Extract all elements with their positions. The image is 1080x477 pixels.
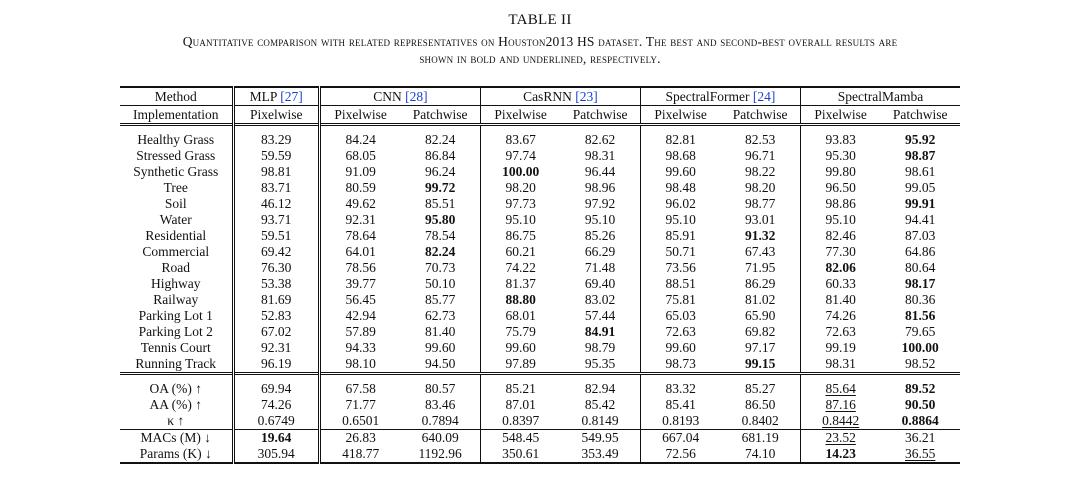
table-row (120, 180, 960, 196)
row-label: Params (K) ↓ (120, 446, 233, 463)
value-cell: 97.74 (505, 148, 536, 163)
header-row-implementation (120, 106, 960, 125)
value-cell: 42.94 (345, 308, 376, 323)
table-row (120, 260, 960, 276)
table-row (120, 212, 960, 228)
impl-header: Patchwise (880, 106, 960, 125)
value-cell: 83.32 (665, 381, 696, 396)
row-label: Commercial (120, 244, 233, 260)
value-cell: 98.86 (825, 196, 856, 211)
value-cell: 76.30 (233, 260, 319, 276)
group-header-mlp: MLP [27] (233, 87, 319, 106)
value-cell: 68.01 (505, 308, 536, 323)
value-cell: 97.89 (505, 356, 536, 371)
value-cell: 99.60 (505, 340, 536, 355)
table-row (120, 356, 960, 374)
row-spacer (120, 374, 960, 382)
value-cell: 85.91 (665, 228, 696, 243)
spacer-cell (800, 125, 880, 133)
row-label: Railway (120, 292, 233, 308)
value-cell: 57.44 (560, 308, 640, 324)
row-label: Stressed Grass (120, 148, 233, 164)
impl-header: Pixelwise (233, 106, 319, 125)
value-cell: 82.53 (720, 132, 800, 148)
value-cell: 98.73 (665, 356, 696, 371)
value-cell: 60.21 (505, 244, 536, 259)
value-cell: 80.64 (905, 260, 936, 275)
value-cell: 98.31 (825, 356, 856, 371)
value-cell: 74.26 (233, 397, 319, 413)
value-cell: 87.16 (825, 397, 856, 412)
group-header-spectralformer: SpectralFormer [24] (640, 87, 800, 106)
table-row (120, 164, 960, 180)
value-cell: 71.77 (345, 397, 376, 412)
impl-header: Patchwise (720, 106, 800, 125)
row-label: Tree (120, 180, 233, 196)
spacer-cell (560, 374, 640, 382)
group-header-cnn: CNN [28] (319, 87, 480, 106)
value-cell: 0.8864 (901, 413, 939, 428)
table-row (120, 340, 960, 356)
spacer-cell (480, 374, 560, 382)
value-cell: 92.31 (233, 340, 319, 356)
spacer-cell (800, 374, 880, 382)
table-row (120, 292, 960, 308)
value-cell: 86.50 (720, 397, 800, 413)
table-number: TABLE II (508, 12, 572, 28)
value-cell: 56.45 (345, 292, 376, 307)
spacer-cell (233, 374, 319, 382)
row-label: Parking Lot 2 (120, 324, 233, 340)
spacer-cell (560, 125, 640, 133)
value-cell: 74.26 (825, 308, 856, 323)
spacer-cell (640, 125, 720, 133)
method-header: Method (120, 87, 233, 106)
value-cell: 99.19 (825, 340, 856, 355)
value-cell: 0.7894 (400, 413, 480, 430)
value-cell: 98.87 (905, 148, 936, 163)
value-cell: 0.8442 (822, 413, 860, 428)
value-cell: 81.56 (905, 308, 936, 323)
table-caption (0, 33, 1080, 67)
value-cell: 80.36 (905, 292, 936, 307)
row-label: OA (%) ↑ (120, 381, 233, 397)
value-cell: 92.31 (345, 212, 376, 227)
impl-header: Pixelwise (800, 106, 880, 125)
table-row (120, 397, 960, 413)
table-row (120, 196, 960, 212)
value-cell: 95.35 (560, 356, 640, 374)
value-cell: 67.43 (720, 244, 800, 260)
value-cell: 26.83 (319, 430, 400, 447)
value-cell: 85.41 (665, 397, 696, 412)
value-cell: 65.03 (665, 308, 696, 323)
value-cell: 59.51 (233, 228, 319, 244)
value-cell: 84.91 (560, 324, 640, 340)
value-cell: 62.73 (400, 308, 480, 324)
row-label: Healthy Grass (120, 132, 233, 148)
citation-link[interactable]: [27] (280, 88, 303, 104)
value-cell: 85.21 (505, 381, 536, 396)
value-cell: 82.06 (825, 260, 856, 275)
value-cell: 91.09 (345, 164, 376, 179)
value-cell: 85.51 (400, 196, 480, 212)
value-cell: 78.64 (345, 228, 376, 243)
caption-line-1: Quantitative comparison with related representatives on Houston2013 HS dataset. The best and second-best overall results are (182, 34, 898, 49)
value-cell: 0.8149 (560, 413, 640, 430)
table-row (120, 446, 960, 463)
value-cell: 23.52 (800, 430, 880, 447)
value-cell: 95.10 (665, 212, 696, 227)
value-cell: 81.69 (233, 292, 319, 308)
row-label: κ ↑ (120, 413, 233, 430)
value-cell: 0.6749 (233, 413, 319, 430)
value-cell: 99.05 (905, 180, 936, 195)
value-cell: 99.72 (400, 180, 480, 196)
row-label: Soil (120, 196, 233, 212)
row-label: Running Track (120, 356, 233, 374)
value-cell: 82.46 (825, 228, 856, 243)
value-cell: 0.8193 (662, 413, 700, 428)
value-cell: 78.56 (345, 260, 376, 275)
table-row (120, 148, 960, 164)
value-cell: 95.10 (505, 212, 536, 227)
row-label: Road (120, 260, 233, 276)
value-cell: 53.38 (233, 276, 319, 292)
value-cell: 85.27 (720, 381, 800, 397)
value-cell: 99.60 (665, 164, 696, 179)
impl-header: Patchwise (560, 106, 640, 125)
value-cell: 49.62 (345, 196, 376, 211)
value-cell: 95.92 (905, 132, 936, 147)
value-cell: 80.59 (345, 180, 376, 195)
value-cell: 548.45 (480, 430, 560, 447)
value-cell: 72.63 (665, 324, 696, 339)
value-cell: 77.30 (825, 244, 856, 259)
value-cell: 350.61 (480, 446, 560, 463)
spacer-cell (400, 374, 480, 382)
value-cell: 95.30 (825, 148, 856, 163)
spacer-cell (720, 374, 800, 382)
group-header-casrnn: CasRNN [23] (480, 87, 640, 106)
table-row (120, 276, 960, 292)
value-cell: 640.09 (400, 430, 480, 447)
value-cell: 418.77 (319, 446, 400, 463)
table-row (120, 324, 960, 340)
impl-header: Pixelwise (640, 106, 720, 125)
spacer-cell (233, 125, 319, 133)
value-cell: 98.96 (560, 180, 640, 196)
value-cell: 36.21 (880, 430, 960, 447)
value-cell: 79.65 (905, 324, 936, 339)
value-cell: 82.81 (665, 132, 696, 147)
value-cell: 19.64 (233, 430, 319, 447)
caption-line-2: shown in bold and underlined, respectively. (419, 51, 661, 66)
value-cell: 75.79 (505, 324, 536, 339)
value-cell: 98.52 (905, 356, 936, 371)
value-cell: 98.17 (905, 276, 936, 291)
value-cell: 36.55 (880, 446, 960, 463)
value-cell: 96.50 (825, 180, 856, 195)
value-cell: 97.17 (720, 340, 800, 356)
value-cell: 0.6501 (342, 413, 380, 428)
value-cell: 98.81 (233, 164, 319, 180)
value-cell: 87.01 (505, 397, 536, 412)
value-cell: 98.77 (720, 196, 800, 212)
value-cell: 87.03 (905, 228, 936, 243)
impl-header: Pixelwise (319, 106, 400, 125)
value-cell: 305.94 (233, 446, 319, 463)
value-cell: 96.71 (720, 148, 800, 164)
spacer-cell (880, 374, 960, 382)
table-row (120, 381, 960, 397)
value-cell: 94.41 (905, 212, 936, 227)
value-cell: 96.02 (665, 196, 696, 211)
row-label: Synthetic Grass (120, 164, 233, 180)
group-header-spectralmamba: SpectralMamba (800, 87, 960, 106)
value-cell: 69.40 (560, 276, 640, 292)
value-cell: 68.05 (345, 148, 376, 163)
value-cell: 71.95 (720, 260, 800, 276)
value-cell: 85.64 (825, 381, 856, 396)
value-cell: 98.31 (560, 148, 640, 164)
spacer-cell (480, 125, 560, 133)
spacer-cell (720, 125, 800, 133)
value-cell: 39.77 (345, 276, 376, 291)
value-cell: 99.15 (720, 356, 800, 374)
value-cell: 98.61 (905, 164, 936, 179)
value-cell: 82.94 (560, 381, 640, 397)
value-cell: 0.8402 (720, 413, 800, 430)
value-cell: 0.8397 (502, 413, 540, 428)
spacer-cell (319, 374, 400, 382)
table-row (120, 244, 960, 260)
row-label: Tennis Court (120, 340, 233, 356)
value-cell: 95.10 (560, 212, 640, 228)
value-cell: 73.56 (665, 260, 696, 275)
value-cell: 70.73 (400, 260, 480, 276)
value-cell: 93.83 (825, 132, 856, 147)
value-cell: 74.22 (505, 260, 536, 275)
row-label: Residential (120, 228, 233, 244)
table-row (120, 430, 960, 447)
impl-header: Patchwise (400, 106, 480, 125)
value-cell: 681.19 (720, 430, 800, 447)
spacer-cell (319, 125, 400, 133)
row-spacer (120, 125, 960, 133)
value-cell: 86.75 (505, 228, 536, 243)
value-cell: 1192.96 (400, 446, 480, 463)
value-cell: 67.58 (345, 381, 376, 396)
table-row (120, 228, 960, 244)
value-cell: 65.90 (720, 308, 800, 324)
value-cell: 91.32 (720, 228, 800, 244)
value-cell: 98.22 (720, 164, 800, 180)
spacer-cell (400, 125, 480, 133)
value-cell: 69.94 (233, 381, 319, 397)
value-cell: 64.86 (905, 244, 936, 259)
value-cell: 81.02 (720, 292, 800, 308)
value-cell: 86.29 (720, 276, 800, 292)
value-cell: 93.71 (233, 212, 319, 228)
value-cell: 86.84 (400, 148, 480, 164)
value-cell: 96.44 (560, 164, 640, 180)
value-cell: 88.51 (665, 276, 696, 291)
row-label: MACs (M) ↓ (120, 430, 233, 447)
spacer-cell (120, 125, 233, 133)
value-cell: 667.04 (640, 430, 720, 447)
value-cell: 85.26 (560, 228, 640, 244)
table-row (120, 132, 960, 148)
value-cell: 67.02 (233, 324, 319, 340)
value-cell: 66.29 (560, 244, 640, 260)
citation-link[interactable]: [24] (752, 88, 776, 104)
value-cell: 98.10 (345, 356, 376, 371)
value-cell: 83.46 (400, 397, 480, 413)
table-row (120, 413, 960, 430)
value-cell: 82.62 (560, 132, 640, 148)
value-cell: 82.24 (400, 132, 480, 148)
value-cell: 81.37 (505, 276, 536, 291)
value-cell: 97.92 (560, 196, 640, 212)
value-cell: 88.80 (505, 292, 536, 307)
value-cell: 50.71 (665, 244, 696, 259)
value-cell: 83.02 (560, 292, 640, 308)
value-cell: 94.33 (345, 340, 376, 355)
value-cell: 90.50 (905, 397, 936, 412)
value-cell: 85.77 (400, 292, 480, 308)
row-label: Parking Lot 1 (120, 308, 233, 324)
value-cell: 46.12 (233, 196, 319, 212)
value-cell: 89.52 (905, 381, 936, 396)
spacer-cell (640, 374, 720, 382)
value-cell: 94.50 (400, 356, 480, 374)
value-cell: 52.83 (233, 308, 319, 324)
value-cell: 98.79 (560, 340, 640, 356)
value-cell: 78.54 (400, 228, 480, 244)
value-cell: 83.67 (505, 132, 536, 147)
value-cell: 14.23 (800, 446, 880, 463)
value-cell: 98.20 (505, 180, 536, 195)
value-cell: 72.63 (825, 324, 856, 339)
value-cell: 99.60 (400, 340, 480, 356)
value-cell: 93.01 (720, 212, 800, 228)
value-cell: 60.33 (825, 276, 856, 291)
citation-link[interactable]: [28] (405, 88, 428, 104)
value-cell: 549.95 (560, 430, 640, 447)
implementation-header: Implementation (120, 106, 233, 125)
row-label: AA (%) ↑ (120, 397, 233, 413)
value-cell: 85.42 (560, 397, 640, 413)
value-cell: 97.73 (505, 196, 536, 211)
impl-header: Pixelwise (480, 106, 560, 125)
value-cell: 84.24 (345, 132, 376, 147)
value-cell: 75.81 (665, 292, 696, 307)
value-cell: 98.68 (665, 148, 696, 163)
citation-link[interactable]: [23] (575, 88, 598, 104)
value-cell: 80.57 (400, 381, 480, 397)
table-row (120, 308, 960, 324)
value-cell: 95.80 (400, 212, 480, 228)
value-cell: 99.60 (665, 340, 696, 355)
value-cell: 95.10 (825, 212, 856, 227)
results-table (120, 86, 960, 464)
value-cell: 81.40 (825, 292, 856, 307)
value-cell: 64.01 (345, 244, 376, 259)
value-cell: 98.20 (720, 180, 800, 196)
value-cell: 98.48 (665, 180, 696, 195)
value-cell: 74.10 (720, 446, 800, 463)
spacer-cell (120, 374, 233, 382)
row-label: Highway (120, 276, 233, 292)
value-cell: 72.56 (640, 446, 720, 463)
value-cell: 83.71 (233, 180, 319, 196)
value-cell: 57.89 (345, 324, 376, 339)
value-cell: 82.24 (400, 244, 480, 260)
value-cell: 69.42 (233, 244, 319, 260)
value-cell: 50.10 (400, 276, 480, 292)
value-cell: 83.29 (233, 132, 319, 148)
value-cell: 59.59 (233, 148, 319, 164)
value-cell: 96.24 (400, 164, 480, 180)
value-cell: 100.00 (901, 340, 939, 355)
value-cell: 353.49 (560, 446, 640, 463)
value-cell: 81.40 (400, 324, 480, 340)
value-cell: 99.91 (905, 196, 936, 211)
value-cell: 96.19 (233, 356, 319, 374)
value-cell: 69.82 (720, 324, 800, 340)
value-cell: 100.00 (502, 164, 540, 179)
row-label: Water (120, 212, 233, 228)
spacer-cell (880, 125, 960, 133)
value-cell: 99.80 (825, 164, 856, 179)
header-row-methods (120, 87, 960, 106)
value-cell: 71.48 (560, 260, 640, 276)
